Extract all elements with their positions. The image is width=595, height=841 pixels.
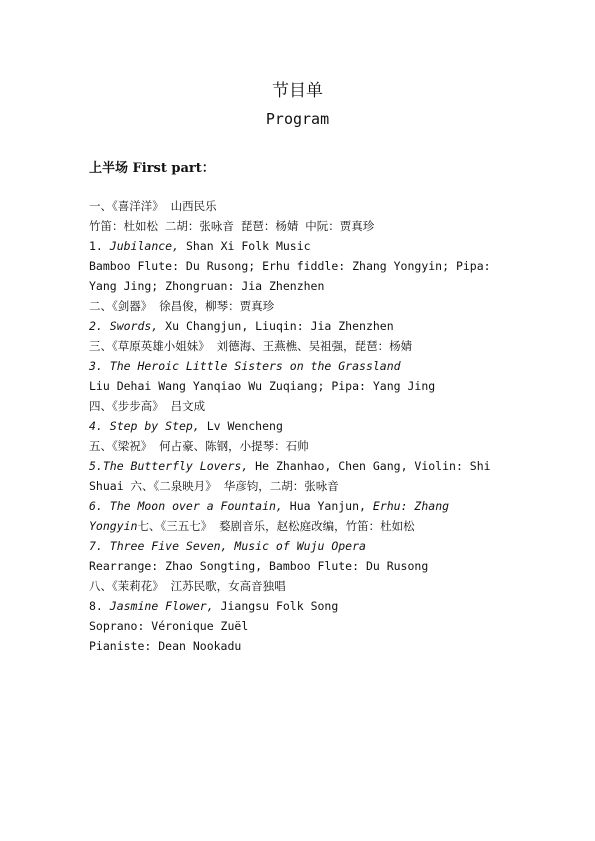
- program-line-text: Lv Wencheng: [199, 419, 283, 433]
- program-line-text: Hua Yanjun,: [282, 499, 373, 513]
- program-line-text: Yongyin: [89, 519, 138, 533]
- program-line: [89, 476, 509, 496]
- program-line-text: 4. Step by Step,: [89, 419, 200, 433]
- program-line-text: Xu Changjun, Liuqin: Jia Zhenzhen: [158, 319, 394, 333]
- program-line-text: Soprano: Véronique Zuël: [89, 619, 249, 633]
- program-line-text: 1.: [89, 239, 110, 253]
- program-line: [89, 436, 509, 456]
- program-line-text: 8.: [89, 599, 110, 613]
- program-line: [89, 316, 509, 336]
- program-line-text: 一、《喜洋洋》 山西民乐: [89, 199, 217, 213]
- program-line: [89, 236, 509, 256]
- program-line-text: Jasmine Flower,: [109, 599, 214, 613]
- program-line-text: 2. Swords,: [89, 319, 159, 333]
- program-line: [89, 416, 509, 436]
- program-line-text: 竹笛：杜如松 二胡：张咏音 琵琶：杨婧 中阮：贾真珍: [89, 219, 375, 233]
- program-line-text: Erhu: Zhang: [372, 499, 450, 513]
- section-heading: 上半场 First part：: [89, 161, 215, 176]
- program-line-text: Jubilance,: [109, 239, 180, 253]
- program-line: [89, 336, 509, 356]
- program-line-text: 四、《步步高》 吕文成: [89, 399, 206, 413]
- program-line-text: 3. The Heroic Little Sisters on the Grassland: [89, 359, 401, 373]
- program-line: [89, 296, 509, 316]
- program-line-text: 八、《茉莉花》 江苏民歌，女高音独唱: [89, 579, 286, 593]
- program-line-text: Bamboo Flute: Du Rusong; Erhu fiddle: Zhang Yongyin; Pipa:: [89, 259, 491, 273]
- program-line-text: 7. Three Five Seven, Music of Wuju Opera: [89, 539, 366, 553]
- program-line: [89, 596, 509, 616]
- program-line: [89, 376, 509, 396]
- program-line-text: 七、《三五七》 婺剧音乐，赵松庭改编，竹笛：杜如松: [137, 519, 415, 533]
- program-line-text: Pianiste: Dean Nookadu: [89, 639, 242, 653]
- program-title-english: Program: [265, 110, 330, 128]
- program-line-text: 三、《草原英雄小姐妹》 刘德海、王燕樵、吴祖强，琵琶：杨婧: [89, 339, 413, 353]
- spacer: [89, 176, 509, 196]
- program-line: [89, 576, 509, 596]
- program-line: [89, 616, 509, 636]
- program-line: [89, 196, 509, 216]
- program-line: [89, 256, 509, 276]
- program-line-text: 6. The Moon over a Fountain,: [89, 499, 283, 513]
- program-line-text: Liu Dehai Wang Yanqiao Wu Zuqiang; Pipa: Yang Jing: [89, 379, 436, 393]
- program-body: [89, 176, 509, 656]
- program-title-chinese: 节目单: [272, 81, 323, 101]
- program-line: [89, 556, 509, 576]
- program-line: [89, 396, 509, 416]
- program-line: [89, 516, 509, 536]
- program-line: [89, 276, 509, 296]
- program-line: [89, 356, 509, 376]
- program-line-text: 5.The Butterfly Lovers,: [89, 459, 249, 473]
- program-line-text: He Zhanhao, Chen Gang, Violin: Shi: [248, 459, 491, 473]
- program-line-text: Yang Jing; Zhongruan: Jia Zhenzhen: [89, 279, 325, 293]
- program-line-text: Shuai 六、《二泉映月》 华彦钧，二胡：张咏音: [89, 479, 339, 493]
- program-line: [89, 496, 509, 516]
- program-line-text: Shan Xi Folk Music: [179, 239, 311, 253]
- program-line-text: Jiangsu Folk Song: [213, 599, 339, 613]
- program-line-text: Rearrange: Zhao Songting, Bamboo Flute: Du Rusong: [89, 559, 429, 573]
- program-line-text: 五、《梁祝》 何占豪、陈钢，小提琴：石帅: [89, 439, 309, 453]
- program-line-text: 二、《剑器》 徐昌俊，柳琴：贾真珍: [89, 299, 275, 313]
- program-line: [89, 536, 509, 556]
- program-line: [89, 636, 509, 656]
- program-line: [89, 216, 509, 236]
- program-line: [89, 456, 509, 476]
